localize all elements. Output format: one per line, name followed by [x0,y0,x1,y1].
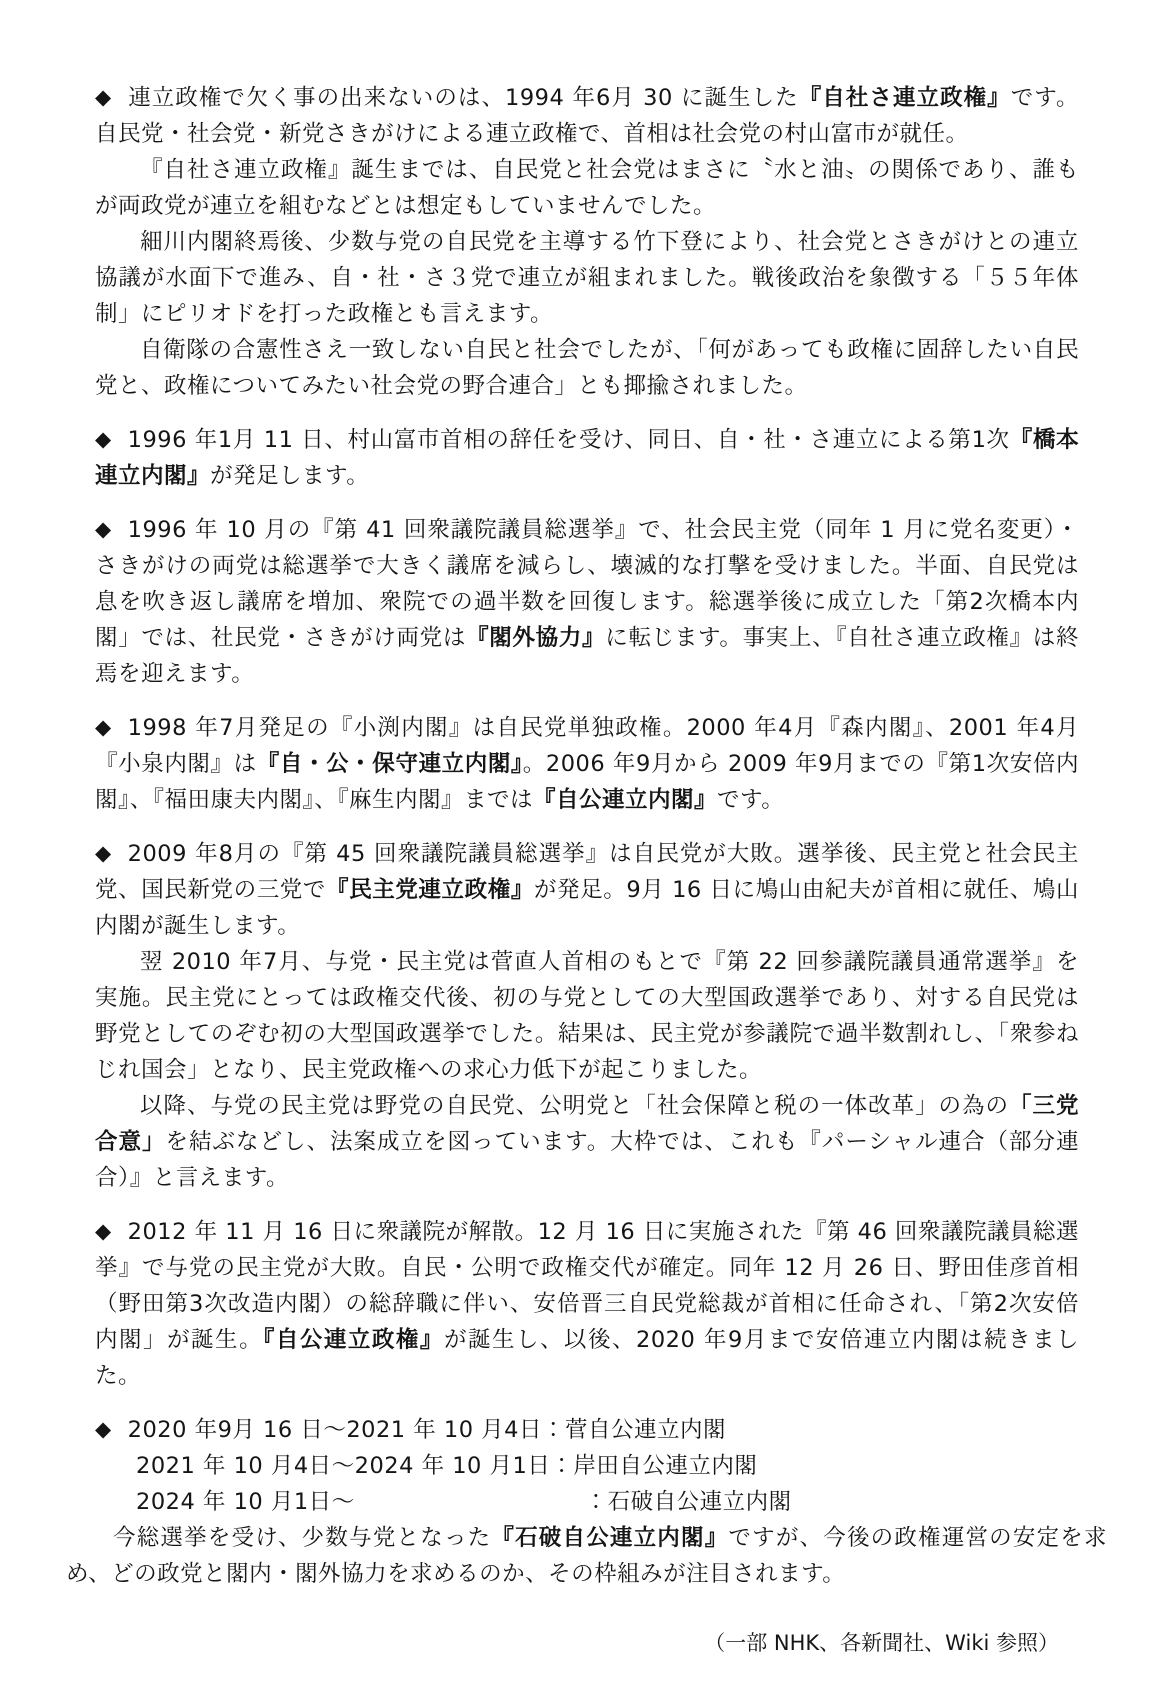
bullet-item [95,710,1079,818]
text-segment-bold: 『自・公・保守連立内閣』 [256,751,523,777]
text-segment-bold: 『民主党連立政権』 [326,877,534,903]
paragraph [95,836,1079,944]
bullet-item [95,422,1079,494]
text-segment: 1998 年7月発足の『小渕内閣』は自民党単独政権。2000 年4月『森内閣』、2001 年4月『小泉内閣』は [95,715,1079,777]
paragraph [136,1448,1079,1484]
text-segment: 2009 年8月の『第 45 回衆議院議員総選挙』は自民党が大敗。選挙後、民主党と社会民主党、国民新党の三党で [95,841,1079,903]
bullet-item [95,512,1079,692]
text-segment: 自衛隊の合憲性さえ一致しない自民と社会でしたが、「何があっても政権に固辞したい自民党と、政権についてみたい社会党の野合連合」とも揶揄されました。 [95,337,1079,399]
paragraph [95,512,1079,692]
paragraph [95,944,1079,1088]
paragraph [95,1214,1079,1394]
bullet-item [95,1214,1079,1394]
text-segment-bold: 『自公連立内閣』 [533,787,718,813]
text-segment-bold: 「三党合意」 [95,1093,1079,1155]
text-segment: 2024 年 10 月1日～ ：石破自公連立内閣 [136,1489,792,1515]
diamond-bullet-icon: ◆ [95,517,112,541]
text-segment: ですが、今後の政権運営の安定を求め、どの政党と閣内・閣外協力を求めるのか、その枠組みが注目されます。 [66,1525,1107,1587]
text-segment-bold: 『自社さ連立政権』 [798,85,1011,111]
text-segment: 今総選挙を受け、少数与党となった [113,1525,492,1551]
diamond-bullet-icon: ◆ [95,841,112,865]
text-segment: に転じます。事実上、『自社さ連立政権』は終焉を迎えます。 [95,625,1079,687]
text-segment: 以降、与党の民主党は野党の自民党、公明党と「社会保障と税の一体改革」の為の [140,1093,1009,1119]
text-segment: 2021 年 10 月4日～2024 年 10 月1日：岸田自公連立内閣 [136,1453,758,1479]
text-segment: 2020 年9月 16 日～2021 年 10 月4日：菅自公連立内閣 [127,1417,726,1443]
text-segment-bold: 『閣外協力』 [466,625,606,651]
text-segment-bold: 『橋本連立内閣』 [95,427,1079,489]
diamond-bullet-icon: ◆ [95,1417,112,1441]
text-segment: 細川内閣終焉後、少数与党の自民党を主導する竹下登により、社会党とさきがけとの連立協議が水面下で進み、自・社・さ３党で連立が組まれました。戦後政治を象徴する「５５年体制」にピリオドを打った政権とも言えます。 [95,229,1079,327]
paragraph [95,224,1079,332]
text-segment-bold: 『石破自公連立内閣』 [491,1525,729,1551]
paragraph [136,1484,1079,1520]
bullet-list [66,80,1107,1520]
text-segment: 連立政権で欠く事の出来ないのは、1994 年6月 30 に誕生した [127,85,799,111]
closing-paragraph [66,1520,1107,1592]
source-note: （一部 NHK、各新聞社、Wiki 参照） [704,1631,1059,1655]
paragraph [95,80,1079,152]
text-segment: が誕生し、以後、2020 年9月まで安倍連立内閣は続きました。 [95,1327,1079,1389]
text-segment: 2012 年 11 月 16 日に衆議院が解散。12 月 16 日に実施された『第 46 回衆議院議員総選挙』で与党の民主党が大敗。自民・公明で政権交代が確定。同年 12 月 26 日、野田佳彦首相（野田第3次改造内閣）の総辞職に伴い、安倍晋三自民党総裁が首相に任命され、「第2次安倍内閣」が誕生。 [95,1219,1079,1353]
text-segment: です。自民党・社会党・新党さきがけによる連立政権で、首相は社会党の村山富市が就任。 [95,85,1079,147]
text-segment: が発足。9月 16 日に鳩山由紀夫が首相に就任、鳩山内閣が誕生します。 [95,877,1079,939]
paragraph [95,422,1079,494]
diamond-bullet-icon: ◆ [95,85,112,109]
paragraph [95,152,1079,224]
bullet-item [95,836,1079,1196]
bullet-item [95,1412,1079,1520]
text-segment-bold: 『自公連立政権』 [263,1327,444,1353]
diamond-bullet-icon: ◆ [95,1219,112,1243]
text-segment: を結ぶなどし、法案成立を図っています。大枠では、これも『パーシャル連合（部分連合）』と言えます。 [95,1129,1079,1191]
diamond-bullet-icon: ◆ [95,715,112,739]
paragraph [95,332,1079,404]
paragraph [95,1412,1079,1448]
text-segment: です。 [717,787,785,813]
text-segment: 。2006 年9月から 2009 年9月までの『第1次安倍内閣』、『福田康夫内閣』、『麻生内閣』までは [95,751,1079,813]
bullet-item [95,80,1079,404]
text-segment: 『自社さ連立政権』誕生までは、自民党と社会党はまさに〝水と油〟の関係であり、誰もが両政党が連立を組むなどとは想定もしていませんでした。 [95,157,1079,219]
paragraph [95,1088,1079,1196]
text-segment: 翌 2010 年7月、与党・民主党は菅直人首相のもとで『第 22 回参議院議員通常選挙』を実施。民主党にとっては政権交代後、初の与党としての大型国政選挙であり、対する自民党は野党としてのぞむ初の大型国政選挙でした。結果は、民主党が参議院で過半数割れし、「衆参ねじれ国会」となり、民主党政権への求心力低下が起こりました。 [95,949,1079,1083]
diamond-bullet-icon: ◆ [95,427,112,451]
text-segment: 1996 年 10 月の『第 41 回衆議院議員総選挙』で、社会民主党（同年 1 月に党名変更）・さきがけの両党は総選挙で大きく議席を減らし、壊滅的な打撃を受けました。半面、自民党は息を吹き返し議席を増加、衆院での過半数を回復します。総選挙後に成立した「第2次橋本内閣」では、社民党・さきがけ両党は [95,517,1079,651]
text-segment: 1996 年1月 11 日、村山富市首相の辞任を受け、同日、自・社・さ連立による第1次 [127,427,1010,453]
paragraph [95,710,1079,818]
text-segment: が発足します。 [210,463,370,489]
